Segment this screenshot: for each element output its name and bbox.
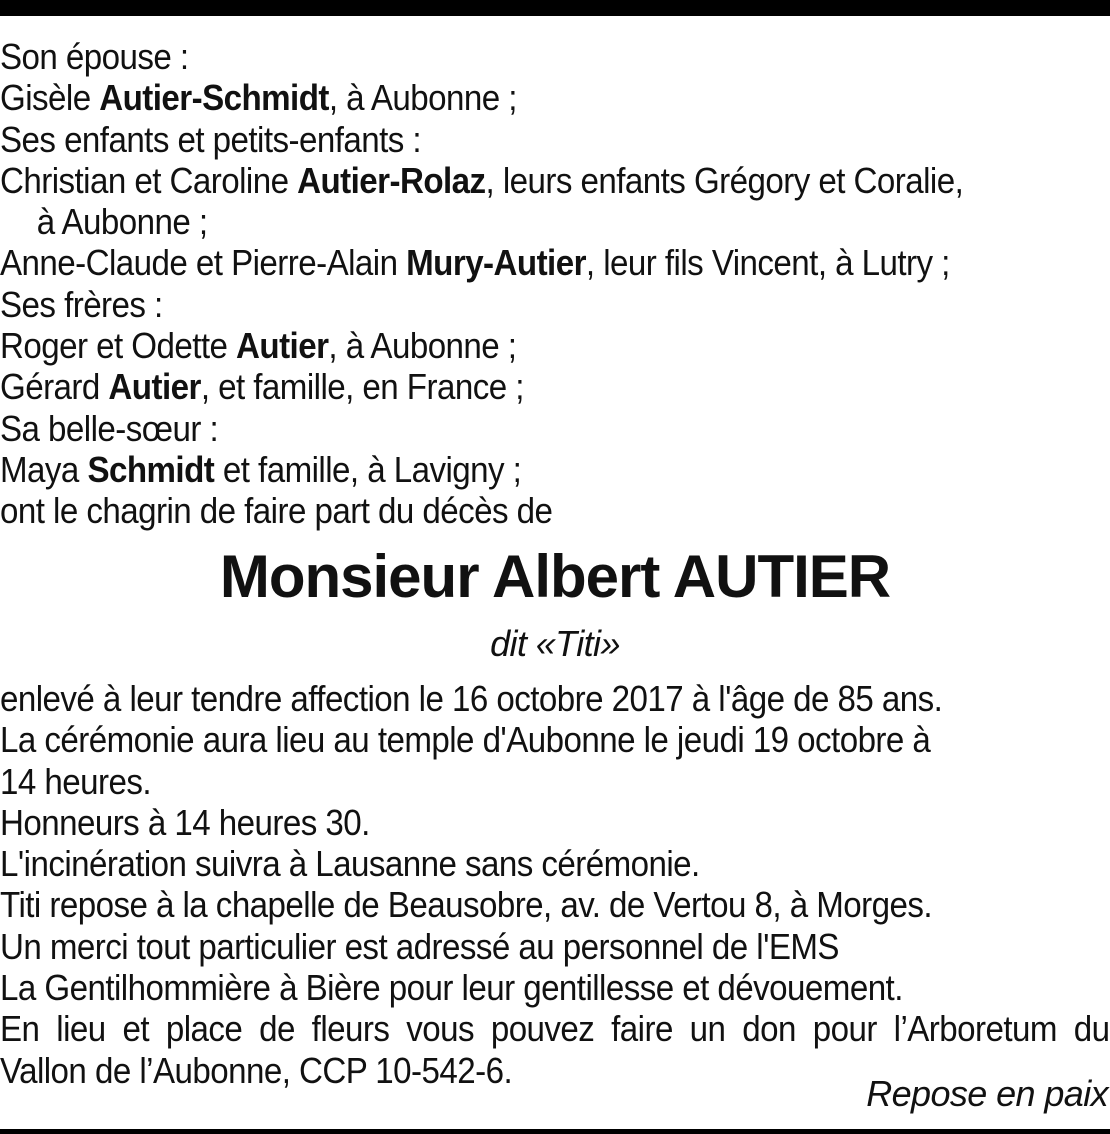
brother2-prefix: Gérard bbox=[0, 366, 109, 408]
details-line-10: Vallon de l’Aubonne, CCP 10-542-6. bbox=[0, 1049, 513, 1091]
details-line-9: En lieu et place de fleurs vous pouvez faire un don pour l’Arboretum du bbox=[0, 1008, 1110, 1050]
details-line-4: Honneurs à 14 heures 30. bbox=[0, 801, 370, 843]
spouse-line bbox=[0, 77, 1021, 118]
details-line-6: Titi repose à la chapelle de Beausobre, av. de Vertou 8, à Morges. bbox=[0, 884, 933, 926]
details-line-2: La cérémonie aura lieu au temple d'Aubonne le jeudi 19 octobre à bbox=[0, 719, 931, 761]
details-line-1: enlevé à leur tendre affection le 16 octobre 2017 à l'âge de 85 ans. bbox=[0, 678, 943, 719]
child1-suffix: , leurs enfants Grégory et Coralie, bbox=[485, 159, 964, 201]
announcement: ont le chagrin de faire part du décès de bbox=[0, 490, 553, 532]
deceased-nickname: dit «Titi» bbox=[490, 623, 620, 664]
child1-continuation: à Aubonne ; bbox=[36, 201, 208, 243]
child1-name: Autier-Rolaz bbox=[297, 159, 486, 201]
top-rule bbox=[0, 0, 1110, 16]
child2-name: Mury-Autier bbox=[406, 242, 586, 284]
brothers-heading: Ses frères : bbox=[0, 283, 163, 325]
spouse-suffix: , à Aubonne ; bbox=[328, 77, 517, 119]
brother1-suffix: , à Aubonne ; bbox=[328, 325, 517, 367]
details-line-8: La Gentilhommière à Bière pour leur gentillesse et dévouement. bbox=[0, 967, 903, 1009]
spouse-heading: Son épouse : bbox=[0, 36, 189, 77]
sister-in-law-suffix: et famille, à Lavigny ; bbox=[214, 448, 522, 490]
sister-in-law-line bbox=[0, 449, 1021, 490]
child1-prefix: Christian et Caroline bbox=[0, 159, 298, 201]
details-line-5: L'incinération suivra à Lausanne sans cérémonie. bbox=[0, 843, 700, 885]
details-line-3: 14 heures. bbox=[0, 760, 151, 802]
brother2-line bbox=[0, 366, 1021, 407]
details-line-7: Un merci tout particulier est adressé au personnel de l'EMS bbox=[0, 925, 839, 967]
sister-in-law-name: Schmidt bbox=[87, 448, 215, 490]
child2-prefix: Anne-Claude et Pierre-Alain bbox=[0, 242, 407, 284]
spouse-name: Autier-Schmidt bbox=[99, 77, 329, 119]
ceremony-details bbox=[0, 678, 1110, 1091]
bottom-rule bbox=[0, 1129, 1110, 1134]
child2-suffix: , leur fils Vincent, à Lutry ; bbox=[585, 242, 950, 284]
brother1-name: Autier bbox=[236, 325, 329, 367]
child2-line bbox=[0, 242, 1021, 283]
closing-phrase: Repose en paix bbox=[866, 1073, 1108, 1114]
sister-in-law-heading: Sa belle-sœur : bbox=[0, 407, 219, 449]
sister-in-law-prefix: Maya bbox=[0, 448, 88, 490]
brother1-prefix: Roger et Odette bbox=[0, 325, 237, 367]
brother1-line bbox=[0, 325, 1021, 366]
brother2-suffix: , et famille, en France ; bbox=[200, 366, 524, 408]
deceased-name: Monsieur Albert AUTIER bbox=[219, 543, 891, 610]
family-list bbox=[0, 36, 1021, 532]
brother2-name: Autier bbox=[108, 366, 201, 408]
spouse-prefix: Gisèle bbox=[0, 77, 100, 119]
child1-line bbox=[0, 160, 1021, 201]
children-heading: Ses enfants et petits-enfants : bbox=[0, 118, 422, 160]
